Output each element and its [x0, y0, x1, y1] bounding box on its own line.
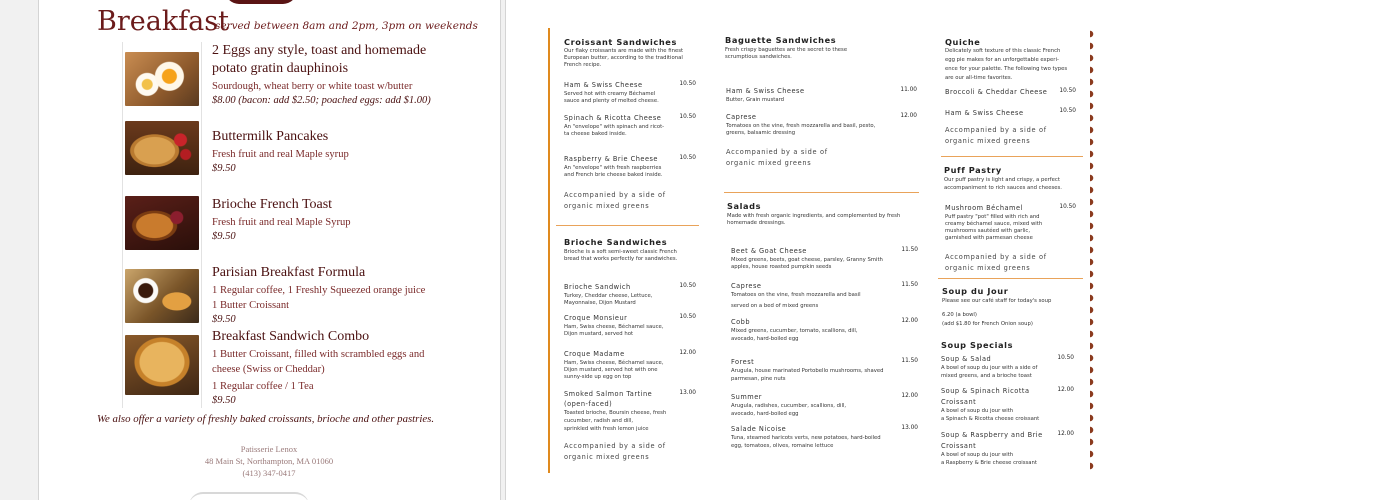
item-eggs-price: $8.00 (bacon: add $2.50; poached eggs: add $1.00) [212, 95, 431, 106]
puff-pastry-title: Puff Pastry [944, 165, 1002, 175]
item-pancakes-desc: Fresh fruit and real Maple syrup [212, 149, 349, 160]
footer-phone: (413) 347-0417 [242, 468, 296, 478]
croissant-item-2-desc-2: ta cheese baked inside. [564, 131, 627, 137]
soup-du-jour-desc: Please see our café staff for today's soup [942, 298, 1052, 304]
salad-item-3-name: Cobb [731, 318, 751, 326]
footer-name: Patisserie Lenox [240, 444, 298, 454]
item-parisian-price: $9.50 [212, 314, 236, 325]
salads-desc-2: homemade dressings. [727, 220, 786, 226]
brioche-item-3-desc-3: sunny-side up egg on top [564, 374, 632, 380]
eggs-photo [125, 52, 199, 106]
soup-du-jour-title: Soup du Jour [942, 286, 1009, 296]
footer-address: 48 Main St, Northampton, MA 01060 [204, 456, 334, 466]
decorative-swoosh [189, 492, 309, 500]
salad-item-5-desc-1: Arugula, radishes, cucumber, scallions, dill, [731, 403, 847, 409]
item-sandwich-combo-desc-3: 1 Regular coffee / 1 Tea [212, 381, 314, 392]
soup-special-1-desc-1: A bowl of soup du jour with a side of [941, 365, 1038, 371]
salad-item-2-name: Caprese [731, 282, 762, 290]
salad-item-4-name: Forest [731, 358, 755, 366]
puff-item-1-name: Mushroom Béchamel [945, 204, 1023, 212]
croissant-item-2-desc-1: An "envelope" with spinach and ricot- [564, 124, 665, 130]
parisian-formula-photo [125, 269, 199, 323]
breakfast-title: Breakfast [97, 6, 229, 37]
baguette-accompanied-1: Accompanied by a side of [726, 148, 828, 156]
baguette-item-1-desc-1: Butter, Grain mustard [726, 97, 785, 103]
brioche-item-3-desc-2: Dijon mustard, served hot with one [564, 367, 658, 373]
brioche-item-2-price: 10.50 [679, 314, 696, 320]
quiche-accompanied-2: organic mixed greens [945, 137, 1031, 145]
item-french-toast-price: $9.50 [212, 231, 236, 242]
croissant-item-3-desc-1: An "envelope" with fresh raspberries [564, 165, 662, 171]
soup-special-2-price: 12.00 [1057, 387, 1074, 393]
item-parisian-desc-2: 1 Butter Croissant [212, 300, 290, 311]
brioche-item-4-desc-1: Toasted brioche, Boursin cheese, fresh [564, 410, 667, 416]
salad-item-3-desc-1: Mixed greens, cucumber, tomato, scallions, dill, [731, 328, 858, 334]
puff-pastry-desc-1: Our puff pastry is light and crispy, a perfect [944, 177, 1060, 183]
salad-item-1-desc-2: apples, house roasted pumpkin seeds [731, 264, 832, 270]
soup-special-2-name-1: Soup & Spinach Ricotta [941, 387, 1030, 395]
baguette-item-2-name: Caprese [726, 113, 757, 121]
brioche-title: Brioche Sandwiches [564, 237, 668, 247]
puff-item-1-desc-2: creamy béchamel sauce, mixed with [945, 221, 1043, 227]
divider-rule [724, 192, 919, 193]
brioche-item-1-price: 10.50 [679, 283, 696, 289]
soup-special-1-name: Soup & Salad [941, 355, 992, 363]
soup-special-2-desc-2: a Spinach & Ricotta cheese croissant [941, 416, 1040, 422]
puff-accompanied-2: organic mixed greens [945, 264, 1031, 272]
croissant-item-3-price: 10.50 [679, 155, 696, 161]
puff-accompanied-1: Accompanied by a side of [945, 253, 1047, 261]
quiche-item-2-price: 10.50 [1059, 108, 1076, 114]
puff-pastry-desc-2: accompaniment to rich sauces and cheeses. [944, 185, 1062, 191]
salad-item-6-desc-1: Tuna, steamed haricots verts, new potatoes, hard-boiled [731, 435, 881, 441]
item-eggs-name-1: 2 Eggs any style, toast and homemade [212, 43, 427, 58]
soup-special-3-name-2: Croissant [941, 442, 977, 450]
soup-special-3-desc-2: a Raspberry & Brie cheese croissant [941, 460, 1037, 466]
baguette-title: Baguette Sandwiches [725, 35, 837, 45]
brioche-item-1-desc-2: Mayonnaise, Dijon Mustard [564, 300, 636, 306]
item-parisian-name: Parisian Breakfast Formula [212, 265, 366, 280]
divider-rule [938, 278, 1083, 279]
baguette-desc-2: scrumptious sandwiches. [725, 54, 792, 60]
quiche-title: Quiche [945, 37, 981, 47]
item-sandwich-combo-desc-1: 1 Butter Croissant, filled with scrambled eggs and [212, 349, 425, 360]
decorative-arc [225, 0, 297, 4]
croissant-item-3-desc-2: and French brie cheese baked inside. [564, 172, 663, 178]
item-eggs-name-2: potato gratin dauphinois [212, 61, 349, 76]
quiche-item-2-name: Ham & Swiss Cheese [945, 109, 1024, 117]
brioche-item-3-desc-1: Ham, Swiss cheese, Béchamel sauce, [564, 360, 664, 366]
baguette-item-2-desc-2: greens, balsamic dressing [726, 130, 796, 136]
salad-item-1-name: Beet & Goat Cheese [731, 247, 807, 255]
item-sandwich-combo-desc-2: cheese (Swiss or Cheddar) [212, 364, 325, 375]
soup-special-3-desc-1: A bowl of soup du jour with [941, 452, 1014, 458]
salad-item-2-price: 11.50 [901, 282, 918, 288]
croissant-item-1-desc-1: Served hot with creamy Béchamel [564, 91, 656, 97]
soup-special-2-desc-1: A bowl of soup du jour with [941, 408, 1014, 414]
brioche-desc-1: Brioche is a soft semi-sweet classic French [564, 249, 677, 255]
brioche-item-2-desc-2: Dijon mustard, served hot [564, 331, 634, 337]
salad-item-2-desc-1: Tomatoes on the vine, fresh mozzarella and basil [731, 292, 861, 298]
salad-item-4-desc-2: parmesan, pine nuts [731, 376, 786, 382]
pancakes-photo [125, 121, 199, 175]
sandwich-combo-photo [125, 335, 199, 395]
quiche-item-1-name: Broccoli & Cheddar Cheese [945, 88, 1048, 96]
puff-item-1-desc-4: garnished with parmesan cheese [945, 235, 1033, 241]
quiche-desc-2: egg pie makes for an unforgettable experi- [945, 57, 1059, 63]
puff-item-1-price: 10.50 [1059, 204, 1076, 210]
croissant-desc-1: Our flaky croissants are made with the finest [564, 48, 684, 54]
breakfast-page [38, 0, 501, 500]
salad-item-4-desc-1: Arugula, house marinated Portobello mushrooms, shaved [731, 368, 884, 374]
brioche-item-4-name-1: Smoked Salmon Tartine [564, 390, 653, 398]
croissant-item-1-desc-2: sauce and plenty of melted cheese. [564, 98, 659, 104]
soup-special-3-price: 12.00 [1057, 431, 1074, 437]
brioche-item-4-name-2: (open-faced) [564, 400, 613, 408]
divider-rule [941, 156, 1083, 157]
pastries-note: We also offer a variety of freshly baked croissants, brioche and other pastries. [97, 413, 435, 425]
croissant-title: Croissant Sandwiches [564, 37, 677, 47]
item-french-toast-desc: Fresh fruit and real Maple Syrup [212, 217, 351, 228]
salad-item-2-desc-2: served on a bed of mixed greens [731, 303, 819, 309]
divider-rule [556, 225, 699, 226]
salad-item-5-name: Summer [731, 393, 762, 401]
brioche-accompanied-2: organic mixed greens [564, 453, 650, 461]
croissant-item-1-name: Ham & Swiss Cheese [564, 81, 643, 89]
salad-item-6-name: Salade Nicoise [731, 425, 787, 433]
quiche-accompanied-1: Accompanied by a side of [945, 126, 1047, 134]
croissant-item-2-price: 10.50 [679, 114, 696, 120]
lunch-menu-page [505, 0, 1400, 500]
salads-desc-1: Made with fresh organic ingredients, and complemented by fresh [727, 213, 901, 219]
salad-item-3-desc-2: avocado, hard-boiled egg [731, 336, 799, 342]
croissant-item-1-price: 10.50 [679, 81, 696, 87]
croissant-accompanied-1: Accompanied by a side of [564, 191, 666, 199]
baguette-item-2-price: 12.00 [900, 113, 917, 119]
soup-special-3-name-1: Soup & Raspberry and Brie [941, 431, 1043, 439]
salad-item-4-price: 11.50 [901, 358, 918, 364]
item-pancakes-price: $9.50 [212, 163, 236, 174]
quiche-desc-3: ence for your palette. The following two types [945, 66, 1068, 72]
salad-item-5-price: 12.00 [901, 393, 918, 399]
salad-item-1-desc-1: Mixed greens, beets, goat cheese, parsley, Granny Smith [731, 257, 883, 263]
french-toast-photo [125, 196, 199, 250]
salad-item-6-desc-2: egg, tomatoes, olives, romaine lettuce [731, 443, 834, 449]
scalloped-edge [1090, 28, 1097, 473]
soup-special-1-price: 10.50 [1057, 355, 1074, 361]
soup-du-jour-price-note: (add $1.80 for French Onion soup) [942, 321, 1033, 327]
brioche-item-2-name: Croque Monsieur [564, 314, 628, 322]
puff-item-1-desc-3: mushrooms sautéed with garlic, [945, 228, 1031, 234]
soup-du-jour-price: 6.20 (a bowl) [942, 312, 977, 318]
croissant-item-2-name: Spinach & Ricotta Cheese [564, 114, 662, 122]
croissant-desc-3: French recipe. [564, 62, 602, 68]
brioche-item-4-desc-3: sprinkled with fresh lemon juice [564, 426, 649, 432]
quiche-item-1-price: 10.50 [1059, 88, 1076, 94]
baguette-item-2-desc-1: Tomatoes on the vine, fresh mozzarella and basil, pesto, [726, 123, 876, 129]
brioche-desc-2: bread that works perfectly for sandwiches. [564, 256, 678, 262]
brioche-item-3-price: 12.00 [679, 350, 696, 356]
baguette-accompanied-2: organic mixed greens [726, 159, 812, 167]
item-sandwich-combo-name: Breakfast Sandwich Combo [212, 329, 370, 344]
brioche-item-3-name: Croque Madame [564, 350, 625, 358]
brioche-item-2-desc-1: Ham, Swiss cheese, Béchamel sauce, [564, 324, 664, 330]
brioche-item-4-price: 13.00 [679, 390, 696, 396]
breakfast-subtitle: served between 8am and 2pm, 3pm on weekends [215, 20, 478, 32]
croissant-item-3-name: Raspberry & Brie Cheese [564, 155, 658, 163]
item-french-toast-name: Brioche French Toast [212, 197, 333, 212]
salad-item-1-price: 11.50 [901, 247, 918, 253]
item-eggs-desc: Sourdough, wheat berry or white toast w/butter [212, 81, 413, 92]
baguette-desc-1: Fresh crispy baguettes are the secret to these [725, 47, 848, 53]
item-sandwich-combo-price: $9.50 [212, 395, 236, 406]
brioche-accompanied-1: Accompanied by a side of [564, 442, 666, 450]
puff-item-1-desc-1: Puff pastry "pot" filled with rich and [945, 214, 1040, 220]
baguette-item-1-name: Ham & Swiss Cheese [726, 87, 805, 95]
left-border-line [548, 28, 550, 473]
soup-special-1-desc-2: mixed greens, and a brioche toast [941, 373, 1032, 379]
quiche-desc-4: are our all-time favorites. [945, 75, 1013, 81]
quiche-desc-1: Delicately soft texture of this classic French [945, 48, 1061, 54]
item-parisian-desc-1: 1 Regular coffee, 1 Freshly Squeezed orange juice [212, 285, 426, 296]
item-pancakes-name: Buttermilk Pancakes [212, 129, 329, 144]
salad-item-5-desc-2: avocado, hard-boiled egg [731, 411, 799, 417]
baguette-item-1-price: 11.00 [900, 87, 917, 93]
croissant-accompanied-2: organic mixed greens [564, 202, 650, 210]
croissant-desc-2: European butter, according to the traditional [564, 55, 683, 61]
soup-special-2-name-2: Croissant [941, 398, 977, 406]
brioche-item-1-name: Brioche Sandwich [564, 283, 631, 291]
brioche-item-4-desc-2: cucumber, radish and dill, [564, 418, 634, 424]
salads-title: Salads [727, 201, 762, 211]
salad-item-6-price: 13.00 [901, 425, 918, 431]
soup-specials-title: Soup Specials [941, 340, 1014, 350]
brioche-item-1-desc-1: Turkey, Cheddar cheese, Lettuce, [564, 293, 653, 299]
salad-item-3-price: 12.00 [901, 318, 918, 324]
